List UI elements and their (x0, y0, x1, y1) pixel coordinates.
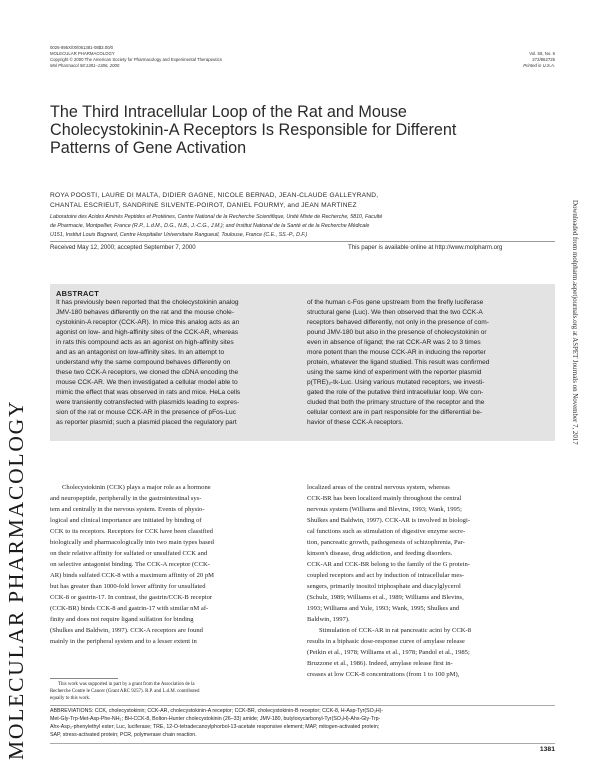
header-citation: Mol Pharmacol 58:1381–1386, 2000 (50, 63, 120, 68)
footnote-line: equally to this work. (50, 696, 91, 701)
abstract-line: of the human c-Fos gene upstream from the firefly luciferase (307, 299, 484, 306)
affiliation-line: de Pharmacie, Montpellier, France (R.P., L.d.M., D.G., N.B., J.-C.G., J.M.); and Institut National de la Santé et de la Recherche Médicale (50, 223, 370, 229)
body-line: CCK-BR has been localized mainly throughout the central (307, 495, 462, 502)
abstract-line: havior of these CCK-A receptors. (307, 419, 404, 426)
body-line: nervous system (Williams and Blevins, 1993; Wank, 1995; (307, 506, 462, 513)
abstract-line: p(TRE)₃-tk-Luc. Using various mutated receptors, we investi- (307, 379, 485, 386)
body-line: kinson's disease, drug addiction, and feeding disorders. (307, 550, 453, 557)
body-line: Cholecystokinin (CCK) plays a major role as a hormone (62, 484, 211, 491)
body-line: (Peikin et al., 1978; Williams et al., 1978; Pandol et al., 1985; (307, 649, 470, 656)
abstract-line: agonist on low- and high-affinity sites of the CCK-AR, whereas (56, 329, 239, 336)
abstract-line: understand why the same compound behaves differently on (56, 359, 231, 366)
footnote-line: Recherche Contre le Cancer (Grant ARC 9257). R.P. and L.d.M. contributed (50, 689, 200, 694)
body-line: on their relative affinity for sulfated or unsulfated CCK and (50, 550, 208, 557)
body-line: finity and does not require ligand sulfation for binding (50, 616, 194, 623)
abbreviations-line: ABBREVIATIONS: CCK, cholecystokinin; CCK-AR, cholecystokinin-A receptor; CCK-BR, cholecystokinin-B receptor; CCK-8, H-Asp-Tyr(SO₃H)- (50, 708, 384, 714)
body-line: Baldwin, 1997). (307, 616, 350, 623)
online-availability: This paper is available online at http://www.molpharm.org (348, 244, 503, 251)
abstract-line: mouse CCK-AR. We then investigated a cellular model able to (56, 379, 238, 386)
download-note-text: Downloaded from molpharm.aspetjournals.org at ASPET Journals on November 7, 2017 (571, 200, 578, 445)
abstract-line: using the same kind of experiment with the reporter plasmid (307, 369, 482, 376)
body-line: Shulkes and Baldwin, 1997). CCK-AR is involved in biologi- (307, 517, 471, 524)
header-divider (50, 241, 555, 242)
abstract-line: JMV-180 behaves differently on the rat and the mouse chole- (56, 309, 235, 316)
abstract-line: sion of the rat or mouse CCK-AR in the presence of pFos-Luc (56, 409, 236, 416)
body-line: (Schulz, 1989; Williams et al., 1989; Williams and Blevins, (307, 594, 464, 601)
abstract-line: It has previously been reported that the cholecystokinin analog (56, 299, 239, 306)
title-line: Cholecystokinin-A Receptors Is Responsible for Different (50, 121, 457, 139)
page-number: 1381 (539, 746, 555, 753)
body-line: results in a biphasic dose-response curve of amylase release (307, 638, 465, 645)
abstract-line: cluded that both the primary structure of the receptor and the (307, 399, 485, 406)
abstract-line: pound JMV-180 but also in the presence of cholecystokinin or (307, 329, 487, 336)
body-line: sengers, primarily inositol triphosphate and diacylglycerol (307, 583, 461, 590)
abbreviations-line: Met-Gly-Trp-Met-Asp-Phe-NH₂; BH-CCK-8, Bolton-Hunter cholecystokinin (26–33) amide; JMV-180, butyloxycarbonyl-Tyr(SO₃H)-Ahx-Gly-Trp- (50, 716, 381, 722)
abstract-line: structural gene (Luc). We then observed that the two CCK-A (307, 309, 483, 316)
header-issn: 0026-895X/00/061381-08$3.00/0 (50, 45, 114, 50)
download-note (568, 200, 584, 620)
journal-spine-text: MOLECULAR PHARMACOLOGY (4, 399, 28, 760)
abbreviations-bottom-rule (50, 743, 555, 744)
body-line: 1993; Williams and Yule, 1993; Wank, 1995; Shulkes and (307, 605, 460, 612)
body-line: localized areas of the central nervous system, whereas (307, 484, 450, 491)
body-line: AR) binds sulfated CCK-8 with a maximum affinity of 20 pM (50, 572, 214, 579)
body-line: (Shulkes and Baldwin, 1997). CCK-A receptors are found (50, 627, 203, 634)
body-line: tion, pancreatic growth, pathogenesis of schizophrenia, Par- (307, 539, 465, 546)
abstract-line: cellular context are in part responsible for the differential be- (307, 409, 483, 416)
body-line: mainly in the peripheral system and to a lesser extent in (50, 638, 197, 645)
abstract-line: gated the role of the putative third intracellular loop. We con- (307, 389, 484, 396)
abstract-line: protein, whatever the ligand studied. This result was confirmed (307, 359, 490, 366)
body-line: CCK-AR and CCK-BR belong to the family of the G protein- (307, 561, 470, 568)
abstract-line: as reporter plasmid; such a plasmid placed the regulatory part (56, 419, 237, 426)
abbreviations-line: SAP, stress-activated protein; PCR, polymerase chain reaction. (50, 732, 197, 738)
author-line: CHANTAL ESCRIEUT, SANDRINE SILVENTE-POIROT, DANIEL FOURMY, and JEAN MARTINEZ (50, 202, 357, 209)
body-line: on selective antagonist binding. The CCK-A receptor (CCK- (50, 561, 210, 568)
body-line: cal functions such as stimulation of digestive enzyme secre- (307, 528, 466, 535)
footnote-line: This work was supported in part by a grant from the Association de la (58, 682, 195, 687)
header-journal: MOLECULAR PHARMACOLOGY (50, 51, 115, 56)
received-date: Received May 12, 2000; accepted September 7, 2000 (50, 244, 196, 251)
title-line: The Third Intracellular Loop of the Rat and Mouse (50, 103, 407, 121)
body-line: CCK-8 or gastrin-17. In contrast, the gastrin/CCK-B receptor (50, 594, 213, 601)
title-line: Patterns of Gene Activation (50, 139, 247, 157)
header-article-id: 272/862725 (532, 57, 555, 62)
body-line: and neuropeptide, peripherally in the gastrointestinal sys- (50, 495, 202, 502)
author-line: ROYA POOSTI, LAURE DI MALTA, DIDIER GAGNE, NICOLE BERNAD, JEAN-CLAUDE GALLEYRAND, (50, 192, 379, 199)
body-line: CCK to its receptors. Receptors for CCK have been classified (50, 528, 213, 535)
abstract-line: mimic the effect that was observed in rats and mice. HeLa cells (56, 389, 241, 396)
header-volume: Vol. 58, No. 6 (529, 51, 555, 56)
abstract-line: cystokinin-A receptor (CCK-AR). In mice this analog acts as an (56, 319, 240, 326)
abstract-line: and as an antagonist on low-affinity sites. In an attempt to (56, 349, 225, 356)
abstract-line: in rats this compound acts as an agonist on high-affinity sites (56, 339, 234, 346)
body-line: creases at low CCK-8 concentrations (from 1 to 100 pM), (307, 671, 460, 678)
body-line: Stimulation of CCK-AR in rat pancreatic acini by CCK-8 (319, 627, 471, 634)
affiliation-line: Laboratoire des Acides Aminés Peptides et Protéines, Centre National de la Recherche Scientifique, Unité Mixte de Recherche, 5810, Faculté (50, 214, 383, 220)
footnote-divider (50, 678, 118, 679)
header-printed: Printed in U.S.A. (523, 63, 555, 68)
abstract-heading: ABSTRACT (56, 289, 100, 298)
body-line: coupled receptors and act by induction of intracellular mes- (307, 572, 465, 579)
body-line: (CCK-BR) binds CCK-8 and gastrin-17 with similar nM af- (50, 605, 209, 612)
body-line: logical and clinical importance are initiated by binding of (50, 517, 202, 524)
abstract-line: these two CCK-A receptors, we cloned the cDNA encoding the (56, 369, 239, 376)
body-line: but has greater than 1000-fold lower affinity for unsulfated (50, 583, 206, 590)
body-line: tem and centrally in the nervous system. Events of physio- (50, 506, 205, 513)
body-line: biologically and pharmacologically into two main types based (50, 539, 214, 546)
abstract-line: more potent than the mouse CCK-AR in inducing the reporter (307, 349, 486, 356)
header-copyright: Copyright © 2000 The American Society for Pharmacology and Experimental Therapeutics (50, 57, 222, 62)
abbreviations-line: Ahx-Asp₂-phenylethyl ester; Luc, luciferase; TRE, 12-O-tetradecanoylphorbol-13-acetate responsive element; MAP, mitogen-activated protein; (50, 724, 380, 730)
body-line: Bruzzone et al., 1986). Indeed, amylase release first in- (307, 660, 453, 667)
abstract-line: receptors behaved differently, not only in the presence of com- (307, 319, 489, 326)
affiliation-line: U151, Institut Louis Bugnard, Centre Hospitalier Universitaire Rangueuil, Toulouse, France (C.E., SS.-P., D.F.) (50, 232, 308, 238)
abstract-line: were transiently cotransfected with plasmids leading to expres- (56, 399, 240, 406)
abstract-line: even in absence of ligand; the rat CCK-AR was 2 to 3 times (307, 339, 481, 346)
journal-spine-label (0, 90, 32, 770)
abbreviations-top-rule (50, 705, 555, 706)
